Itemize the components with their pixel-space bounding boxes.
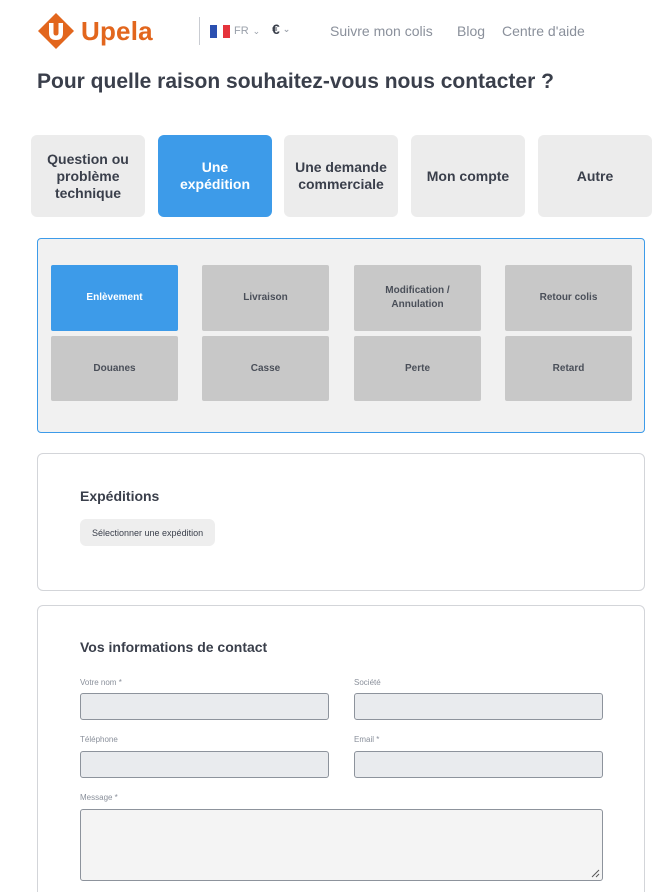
sub-damage[interactable]: Casse — [202, 336, 329, 401]
sub-customs[interactable]: Douanes — [51, 336, 178, 401]
upela-logo-icon — [37, 12, 75, 50]
chevron-down-icon: ⌄ — [252, 25, 261, 36]
france-flag-icon — [210, 25, 230, 38]
shipments-card — [37, 453, 645, 591]
email-field[interactable] — [354, 751, 603, 778]
select-shipment-button[interactable]: Sélectionner une expédition — [80, 519, 215, 546]
subcategory-panel — [37, 238, 645, 433]
upela-logo[interactable] — [37, 12, 153, 50]
phone-label: Téléphone — [80, 735, 118, 744]
site-header — [0, 0, 667, 62]
category-technical[interactable]: Question ou problème technique — [31, 135, 145, 217]
company-label: Société — [354, 678, 381, 687]
nav-track-parcel[interactable]: Suivre mon colis — [330, 23, 433, 39]
nav-help-center[interactable]: Centre d'aide — [502, 23, 585, 39]
sub-pickup[interactable]: Enlèvement — [51, 265, 178, 331]
message-label: Message * — [80, 793, 118, 802]
message-field[interactable] — [80, 809, 603, 881]
sub-loss[interactable]: Perte — [354, 336, 481, 401]
chevron-down-icon: ⌄ — [282, 23, 291, 34]
currency-symbol: € — [272, 21, 280, 37]
language-code: FR — [234, 25, 249, 37]
category-commercial[interactable]: Une demande commerciale — [284, 135, 398, 217]
company-field[interactable] — [354, 693, 603, 720]
contact-title: Vos informations de contact — [80, 639, 268, 655]
nav-blog[interactable]: Blog — [457, 23, 486, 39]
page-title: Pour quelle raison souhaitez-vous nous contacter ? — [37, 70, 554, 93]
currency-selector[interactable] — [272, 21, 290, 37]
category-account[interactable]: Mon compte — [411, 135, 525, 217]
brand-name: Upela — [81, 15, 153, 46]
name-label: Votre nom * — [80, 678, 122, 687]
sub-delivery[interactable]: Livraison — [202, 265, 329, 331]
phone-field[interactable] — [80, 751, 329, 778]
sub-delay[interactable]: Retard — [505, 336, 632, 401]
sub-return[interactable]: Retour colis — [505, 265, 632, 331]
name-field[interactable] — [80, 693, 329, 720]
contact-card — [37, 605, 645, 892]
sub-modification[interactable]: Modification / Annulation — [354, 265, 481, 331]
category-shipment[interactable]: Une expédition — [158, 135, 272, 217]
shipments-title: Expéditions — [80, 488, 160, 504]
header-divider — [199, 17, 200, 45]
category-other[interactable]: Autre — [538, 135, 652, 217]
language-selector[interactable] — [210, 22, 260, 40]
email-label: Email * — [354, 735, 380, 744]
resize-handle-icon[interactable] — [590, 868, 600, 878]
